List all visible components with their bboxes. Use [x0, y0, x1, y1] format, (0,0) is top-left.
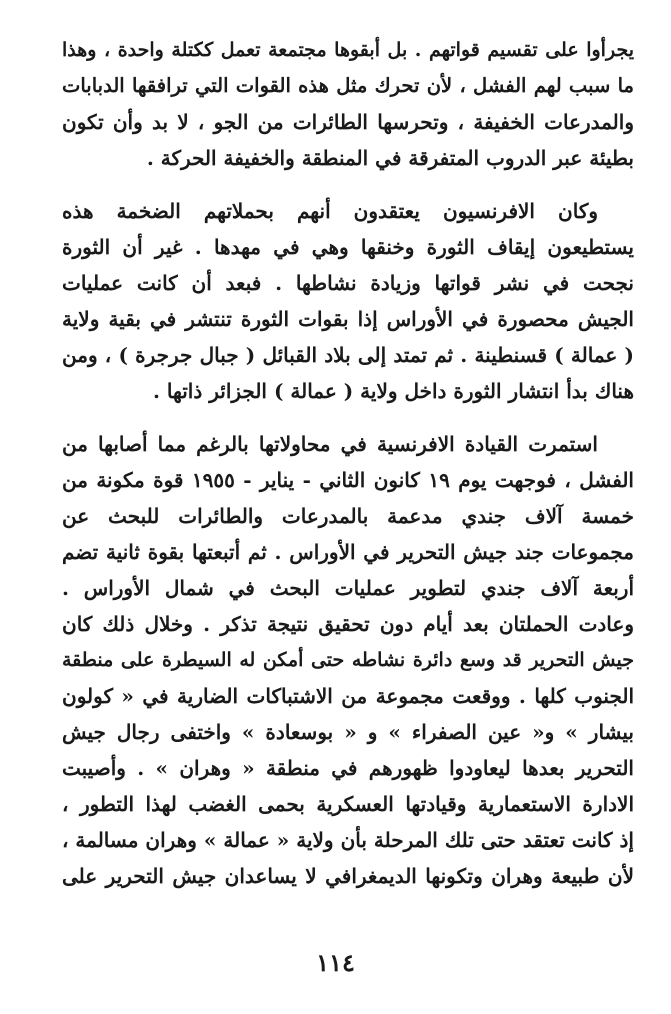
paragraph-2 — [62, 193, 634, 409]
text-line: وكان الافرنسيون يعتقدون أنهم بحملاتهم الضخمة هذه — [62, 199, 598, 223]
text-line: إذ كانت تعتقد حتى تلك المرحلة بأن ولاية « عمالة » وهران مسالمة ، — [62, 828, 634, 852]
paragraph-gap — [62, 409, 634, 426]
text-line: والمدرعات الخفيفة ، وتحرسها الطائرات من الجو ، لا بد وأن تكون — [62, 110, 634, 134]
text-line: الادارة الاستعمارية وقيادتها العسكرية بحمى الغضب لهذا التطور ، — [62, 792, 634, 816]
text-line: التحرير بعدها ليعاودوا ظهورهم في منطقة « وهران » . وأصيبت — [62, 756, 634, 780]
paragraph-1 — [62, 32, 634, 176]
text-line: الفشل ، فوجهت يوم ١٩ كانون الثاني - يناير - ١٩٥٥ قوة مكونة من — [62, 468, 634, 492]
text-line: جيش التحرير قد وسع دائرة نشاطه حتى أمكن له السيطرة على منطقة — [62, 649, 634, 671]
text-line: بطيئة عبر الدروب المتفرقة في المنطقة والخفيفة الحركة . — [146, 146, 634, 170]
text-line: هناك بدأ انتشار الثورة داخل ولاية ( عمالة ) الجزائر ذاتها . — [153, 379, 634, 403]
page-body — [62, 32, 634, 894]
paragraph-3 — [62, 426, 634, 894]
text-line: بيشار » و« عين الصفراء » و « بوسعادة » واختفى رجال جيش — [62, 720, 634, 744]
text-line: نجحت في نشر قواتها وزيادة نشاطها . فبعد أن كانت عمليات — [62, 271, 634, 295]
text-line: يستطيعون إيقاف الثورة وخنقها وهي في مهدها . غير أن الثورة — [62, 235, 634, 259]
text-line: أربعة آلاف جندي لتطوير عمليات البحث في شمال الأوراس . — [62, 576, 634, 600]
text-line: استمرت القيادة الافرنسية في محاولاتها بالرغم مما أصابها من — [62, 432, 598, 456]
text-line: يجرأوا على تقسيم قواتهم . بل أبقوها مجتمعة تعمل ككتلة واحدة ، وهذا — [62, 39, 634, 61]
text-line: ( عمالة ) قسنطينة . ثم تمتد إلى بلاد القبائل ( جبال جرجرة ) ، ومن — [62, 343, 634, 367]
text-line: لأن طبيعة وهران وتكونها الديمغرافي لا يساعدان جيش التحرير على — [62, 864, 634, 888]
text-line: ما سبب لهم الفشل ، لأن تحرك مثل هذه القوات التي ترافقها الدبابات — [62, 74, 634, 97]
text-line: الجيش محصورة في الأوراس إذا بقوات الثورة تنتشر في بقية ولاية — [62, 307, 634, 331]
paragraph-gap — [62, 176, 634, 193]
text-line: وعادت الحملتان بعد أيام دون تحقيق نتيجة تذكر . وخلال ذلك كان — [62, 612, 634, 636]
text-line: الجنوب كلها . ووقعت مجموعة من الاشتباكات الضارية في « كولون — [62, 684, 634, 708]
text-line: خمسة آلاف جندي مدعمة بالمدرعات والطائرات للبحث عن — [62, 504, 634, 528]
page-number: ١١٤ — [316, 948, 355, 977]
text-line: مجموعات جند جيش التحرير في الأوراس . ثم أتبعتها بقوة ثانية تضم — [62, 540, 634, 564]
